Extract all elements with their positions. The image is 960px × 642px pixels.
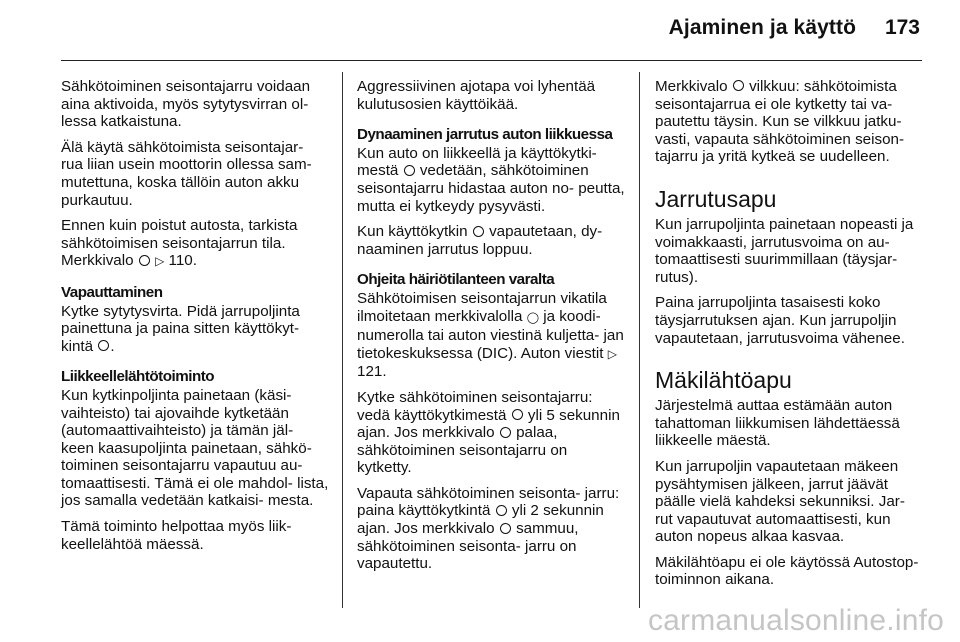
section-subheading: Vapauttaminen	[61, 283, 163, 301]
parking-brake-indicator-icon	[733, 80, 744, 91]
watermark: carmanualsonline.info	[647, 604, 944, 637]
paragraph	[61, 303, 329, 356]
paragraph-text: Sähkötoimisen seisontajarrun vikatila ilmoitetaan merkkivalolla	[357, 289, 607, 325]
paragraph: Mäkilähtöapu ei ole käytössä Autostop-toiminnon aikana.	[655, 553, 919, 589]
brake-warning-indicator-icon: ◯	[526, 311, 539, 324]
section-heading: Jarrutusapu	[655, 185, 777, 212]
paragraph-text: 110.	[168, 252, 197, 270]
parking-brake-switch-icon	[473, 226, 484, 237]
paragraph: Paina jarrupoljinta tasaisesti koko täysjarrutuksen ajan. Kun jarrupoljin vapautetaan, jarrutusvoima vähenee.	[655, 294, 905, 347]
paragraph-text: Kun käyttökytkin	[357, 223, 468, 241]
paragraph-text: 121.	[357, 363, 387, 381]
parking-brake-switch-icon	[512, 409, 523, 420]
parking-brake-indicator-icon	[500, 427, 511, 438]
paragraph: Järjestelmä auttaa estämään auton tahattoman liikkumisen lähdettäessä liikkeelle mäestä.	[655, 397, 900, 450]
paragraph-text: yli 2 sekunnin ajan. Jos merkkivalo	[357, 502, 604, 538]
paragraph-text: palaa, sähkötoiminen seisontajarru on kytketty.	[357, 424, 568, 477]
section-subheading: Ohjeita häiriötilanteen varalta	[357, 271, 555, 289]
paragraph-text: vedetään, sähkötoiminen seisontajarru hidastaa auton no- peutta, mutta ei kytkeydy pysyvästi.	[357, 162, 625, 215]
page-reference-arrow-icon: ▷	[607, 346, 617, 361]
page-title: Ajaminen ja käyttö	[668, 16, 856, 39]
paragraph-text: vilkkuu: sähkötoimista seisontajarrua ei ole kytketty tai va- pautettu täysin. Kun se vilkkuu jatku- vasti, vapauta sähkötoiminen seison- tajarru ja yritä kytkeä se uudelleen.	[655, 78, 905, 166]
section-heading: Mäkilähtöapu	[655, 367, 792, 394]
paragraph	[357, 389, 625, 477]
section-subheading: Liikkeellelähtötoiminto	[61, 368, 215, 386]
column-1	[61, 78, 329, 561]
section-subheading: Dynaaminen jarrutus auton liikkuessa	[357, 126, 613, 144]
parking-brake-switch-icon	[98, 340, 109, 351]
paragraph	[61, 217, 329, 271]
parking-brake-switch-icon	[404, 165, 415, 176]
paragraph	[655, 78, 925, 166]
paragraph: Sähkötoiminen seisontajarru voidaan aina aktivoida, myös sytytysvirran ol- lessa katkaistuna.	[61, 78, 311, 131]
paragraph	[357, 145, 625, 215]
column-divider	[342, 72, 343, 608]
paragraph-text: Kun auto on liikkeellä ja käyttökytki- mestä	[357, 144, 597, 180]
paragraph	[357, 290, 625, 381]
header-rule	[61, 60, 922, 61]
paragraph-text: ja koodi- numerolla tai auton viestinä kuljetta- jan tietokeskuksessa (DIC). Auton viestit	[357, 307, 624, 362]
page-number: 173	[884, 16, 920, 39]
column-3	[655, 78, 925, 597]
parking-brake-indicator-icon	[139, 255, 150, 266]
paragraph-text: sammuu, sähkötoiminen seisonta- jarru on vapautettu.	[357, 520, 579, 573]
parking-brake-indicator-icon	[500, 523, 511, 534]
paragraph: Tämä toiminto helpottaa myös liik- keellelähtöä mäessä.	[61, 518, 292, 553]
paragraph-text: .	[110, 337, 115, 355]
column-2	[357, 78, 625, 581]
paragraph: Aggressiivinen ajotapa voi lyhentää kulutusosien käyttöikää.	[357, 78, 596, 113]
paragraph-text: Kytke sähkötoiminen seisontajarru: vedä käyttökytkimestä	[357, 388, 593, 424]
parking-brake-switch-icon	[496, 505, 507, 516]
paragraph-text: Kytke sytytysvirta. Pidä jarrupoljinta painettuna ja paina sitten käyttökyt- kintä	[61, 302, 300, 355]
page-reference-arrow-icon: ▷	[155, 254, 165, 269]
paragraph: Kun jarrupoljin vapautetaan mäkeen pysähtymisen jälkeen, jarrut jäävät päälle vielä kahdeksi sekunniksi. Jar- rut vapautuvat automaattisesti, kun auton nopeus alkaa kasvaa.	[655, 457, 905, 546]
paragraph-text: Vapauta sähkötoiminen seisonta- jarru: paina käyttökytkintä	[357, 484, 620, 520]
paragraph-text: Merkkivalo	[655, 78, 728, 95]
paragraph-text: Ennen kuin poistut autosta, tarkista sähkötoimisen seisontajarrun tila. Merkkivalo	[61, 217, 298, 270]
paragraph	[357, 223, 625, 258]
paragraph: Kun kytkinpoljinta painetaan (käsi- vaihteisto) tai ajovaihde kytketään (automaattivaihteisto) ja tämän jäl- keen kaasupoljinta painetaan, sähkö- toiminen seisontajarru vapautuu au- tomaattisesti. Tämä ei ole mahdol- lista, jos samalla vedetään katkaisi- mesta.	[61, 386, 329, 510]
paragraph-text: vapautetaan, dy- naaminen jarrutus loppuu.	[357, 223, 603, 258]
page-header	[0, 0, 960, 62]
paragraph-text: yli 5 sekunnin ajan. Jos merkkivalo	[357, 406, 620, 442]
paragraph	[357, 485, 625, 573]
column-divider	[639, 72, 640, 608]
paragraph: Kun jarrupoljinta painetaan nopeasti ja voimakkaasti, jarrutusvoima on au- tomaattisesti suurimmillaan (täysjar- rutus).	[655, 215, 914, 286]
paragraph: Älä käytä sähkötoimista seisontajar- rua liian usein moottorin ollessa sam- mutettuna, koska tällöin auton akku purkautuu.	[61, 138, 312, 209]
